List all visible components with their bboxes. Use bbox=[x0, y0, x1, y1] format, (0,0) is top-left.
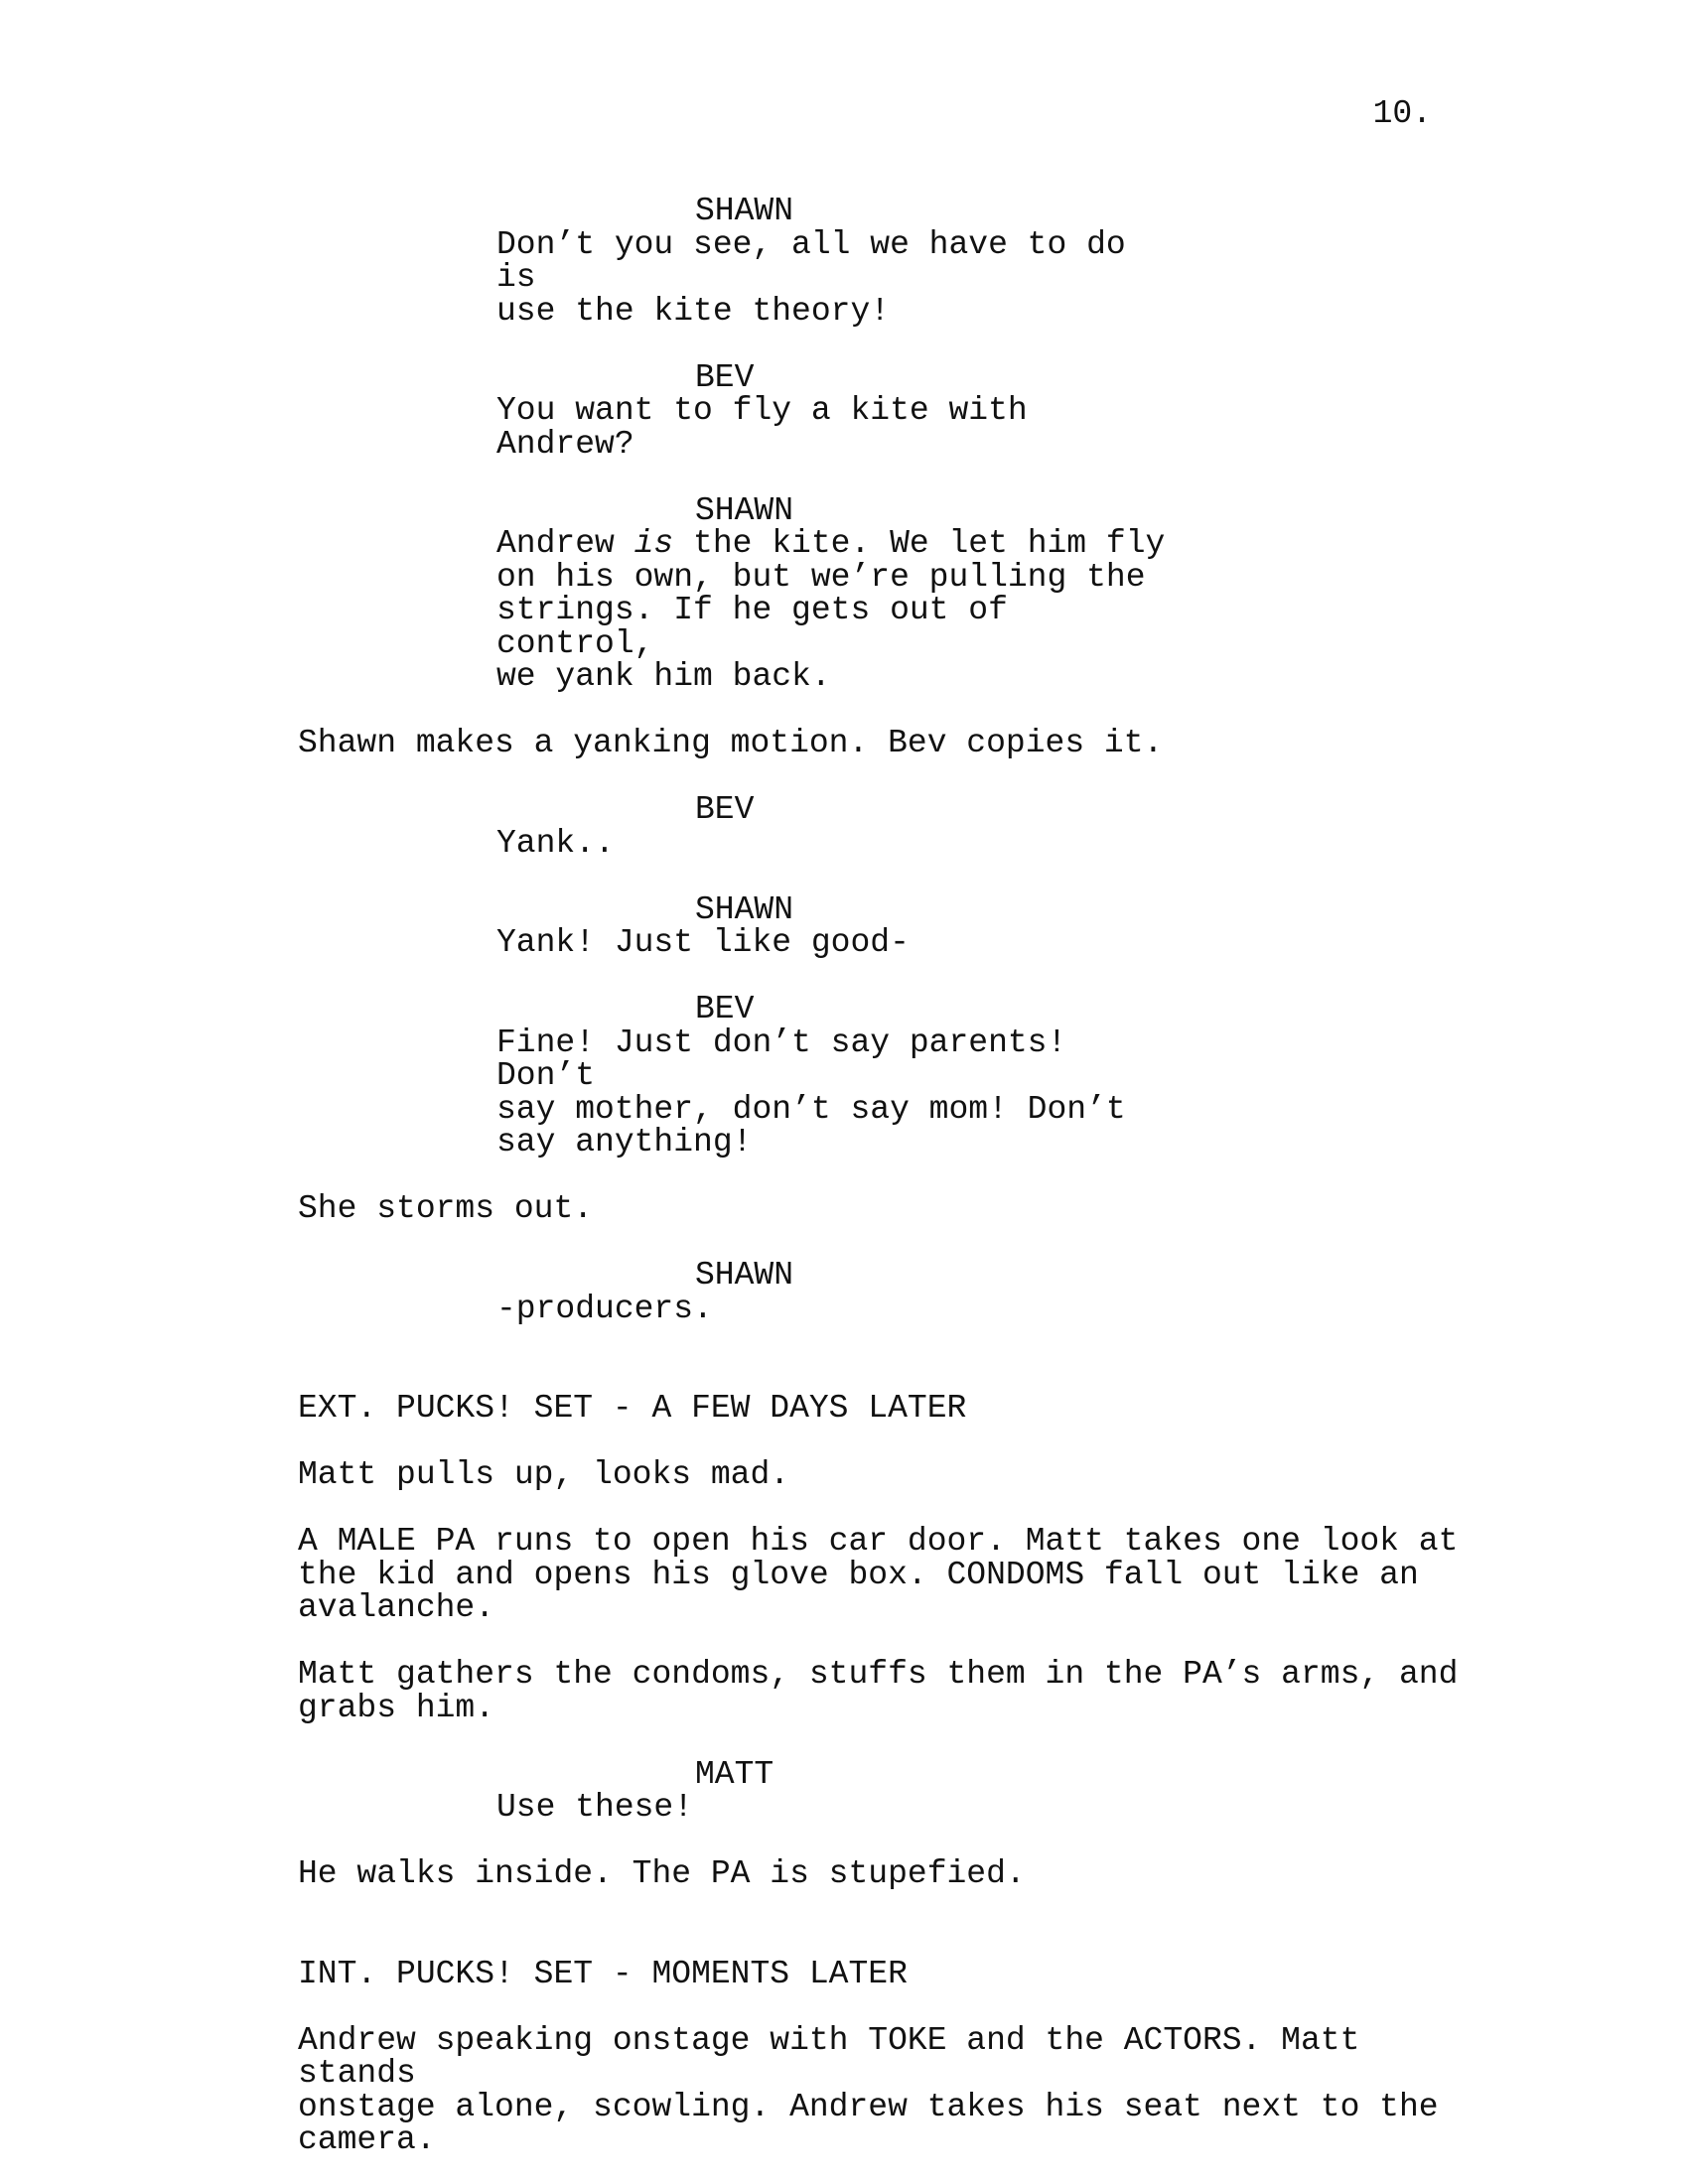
dialogue: Fine! Just don’t say parents! Don’t say mother, don’t say mom! Don’t say anything! bbox=[496, 1024, 1126, 1160]
character-cue: SHAWN bbox=[695, 491, 794, 529]
character-cue: BEV bbox=[695, 791, 755, 828]
character-cue: BEV bbox=[695, 358, 755, 396]
character-cue: MATT bbox=[695, 1755, 774, 1793]
dialogue: Don’t you see, all we have to do is use the kite theory! bbox=[496, 225, 1126, 330]
dialogue: -producers. bbox=[496, 1290, 713, 1327]
dialogue: Yank! Just like good- bbox=[496, 924, 910, 961]
character-cue: BEV bbox=[695, 991, 755, 1027]
character-cue: SHAWN bbox=[695, 1257, 794, 1294]
dialogue: Use these! bbox=[496, 1789, 694, 1826]
screenplay-body bbox=[298, 195, 1489, 2157]
dialogue-text: Andrew bbox=[496, 525, 634, 562]
action-line: A MALE PA runs to open his car door. Matt takes one look at the kid and opens his glove box. CONDOMS fall out like an avalanche. bbox=[298, 1523, 1459, 1626]
action-line: He walks inside. The PA is stupefied. bbox=[298, 1855, 1026, 1892]
character-cue: SHAWN bbox=[695, 193, 794, 229]
scene-heading: INT. PUCKS! SET - MOMENTS LATER bbox=[298, 1955, 908, 1992]
page-number: 10. bbox=[1372, 95, 1432, 132]
scene-heading: EXT. PUCKS! SET - A FEW DAYS LATER bbox=[298, 1390, 967, 1427]
dialogue bbox=[496, 527, 1182, 694]
action-line: She storms out. bbox=[298, 1190, 594, 1227]
emphasis-text: is bbox=[633, 525, 674, 562]
action-line: Matt gathers the condoms, stuffs them in the PA’s arms, and grabs him. bbox=[298, 1656, 1459, 1726]
action-line: Andrew speaking onstage with TOKE and the ACTORS. Matt stands onstage alone, scowling. Andrew takes his seat next to the camera. bbox=[298, 2021, 1439, 2158]
action-line: Matt pulls up, looks mad. bbox=[298, 1456, 790, 1493]
dialogue-text: the kite. We let him fly on his own, but we’re pulling the strings. If he gets out of control, we yank him back. bbox=[496, 525, 1166, 695]
dialogue: Yank.. bbox=[496, 824, 615, 862]
dialogue: You want to fly a kite with Andrew? bbox=[496, 392, 1048, 463]
action-line: Shawn makes a yanking motion. Bev copies it. bbox=[298, 725, 1164, 761]
character-cue: SHAWN bbox=[695, 890, 794, 928]
